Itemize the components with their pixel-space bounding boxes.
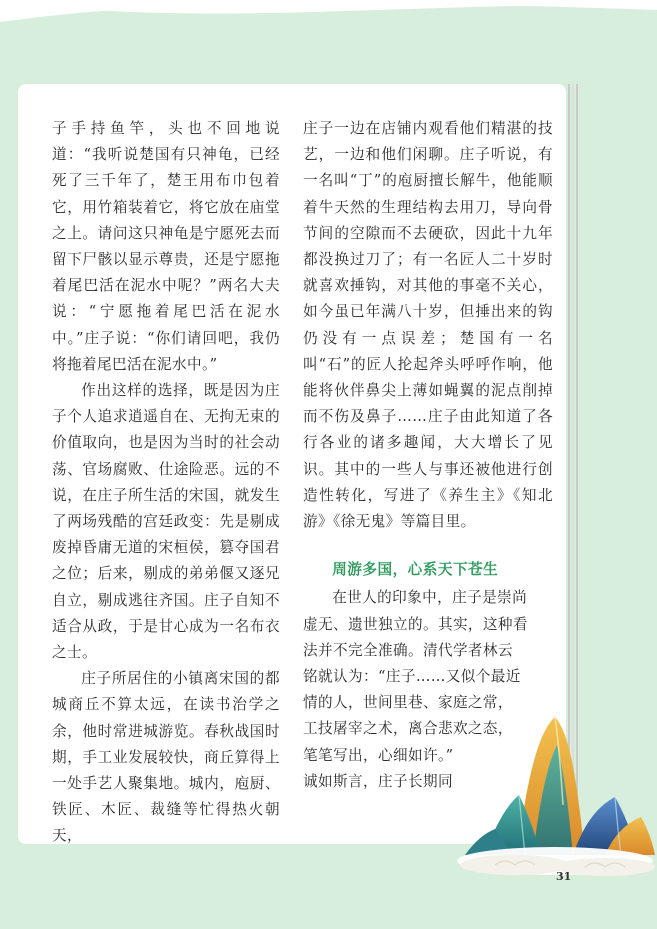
text-line: 法并不完全准确。清代学者林云 bbox=[303, 641, 513, 659]
page-number: 31 bbox=[556, 870, 572, 883]
left-paragraph-1: 子手持鱼竿，头也不回地说道：“我听说楚国有只神龟，已经死了三千年了，楚王用布巾包着它，用竹箱装着它，将它放在庙堂之上。请问这只神龟是宁愿死去而留下尸骸以显示尊贵，还是宁愿拖着尾巴活在泥水中呢？”两名大夫说：“宁愿拖着尾巴活在泥水中。”庄子说：“你们请回吧，我仍将拖着尾巴活在泥水中。” bbox=[52, 120, 280, 373]
left-paragraph-3: 庄子所居住的小镇离宋国的都城商丘不算太远，在读书治学之余，他时常进城游览。春秋战国时期，手工业发展较快，商丘算得上一处手艺人聚集地。城内，庖厨、铁匠、木匠、裁缝等忙得热火朝天， bbox=[52, 670, 280, 845]
right-column bbox=[303, 116, 553, 795]
text-line: 在世人的印象中，庄子是崇尚 bbox=[332, 589, 528, 607]
left-paragraph-2: 作出这样的选择，既是因为庄子个人追求逍遥自在、无拘无束的价值取向，也是因为当时的社会动荡、官场腐败、仕途险恶。远的不说，在庄子所生活的宋国，就发生了两场残酷的宫廷政变：先是剔成废掉昏庸无道的宋桓侯，篡夺国君之位；后来，剔成的弟弟偃又逐兄自立，剔成逃往齐国。庄子自知不适合从政，于是甘心成为一名布衣之士。 bbox=[52, 382, 280, 662]
text-line: 工技屠宰之术，离合悲欢之态， bbox=[303, 720, 513, 738]
text-line: 笔笔写出，心细如许。” bbox=[303, 746, 454, 764]
text-line: 诚如斯言，庄子长期同 bbox=[303, 772, 453, 790]
mountain-illustration bbox=[455, 705, 657, 880]
section-heading: 周游多国，心系天下苍生 bbox=[332, 561, 499, 579]
left-column bbox=[52, 116, 280, 850]
text-line: 情的人，世间里巷、家庭之常， bbox=[303, 694, 513, 712]
right-paragraph-1: 庄子一边在店铺内观看他们精湛的技艺，一边和他们闲聊。庄子听说，有一名叫“丁”的庖厨擅长解牛，他能顺着牛天然的生理结构去用刀，导向骨节间的空隙而不去硬砍，因此十九年都没换过刀了；有一名匠人二十岁时就喜欢捶钩，对其他的事毫不关心，如今虽已年满八十岁，但捶出来的钩仍没有一点误差；楚国有一名叫“石”的匠人抡起斧头呼呼作响，他能将伙伴鼻尖上薄如蝇翼的泥点削掉而不伤及鼻子……庄子由此知道了各行各业的诸多趣闻，大大增长了见识。其中的一些人与事还被他进行创造性转化，写进了《养生主》《知北游》《徐无鬼》等篇目里。 bbox=[303, 120, 553, 531]
text-line: 铭就认为：“庄子……又似个最近 bbox=[303, 668, 521, 686]
text-line: 虚无、遗世独立的。其实，这种看 bbox=[303, 615, 528, 633]
